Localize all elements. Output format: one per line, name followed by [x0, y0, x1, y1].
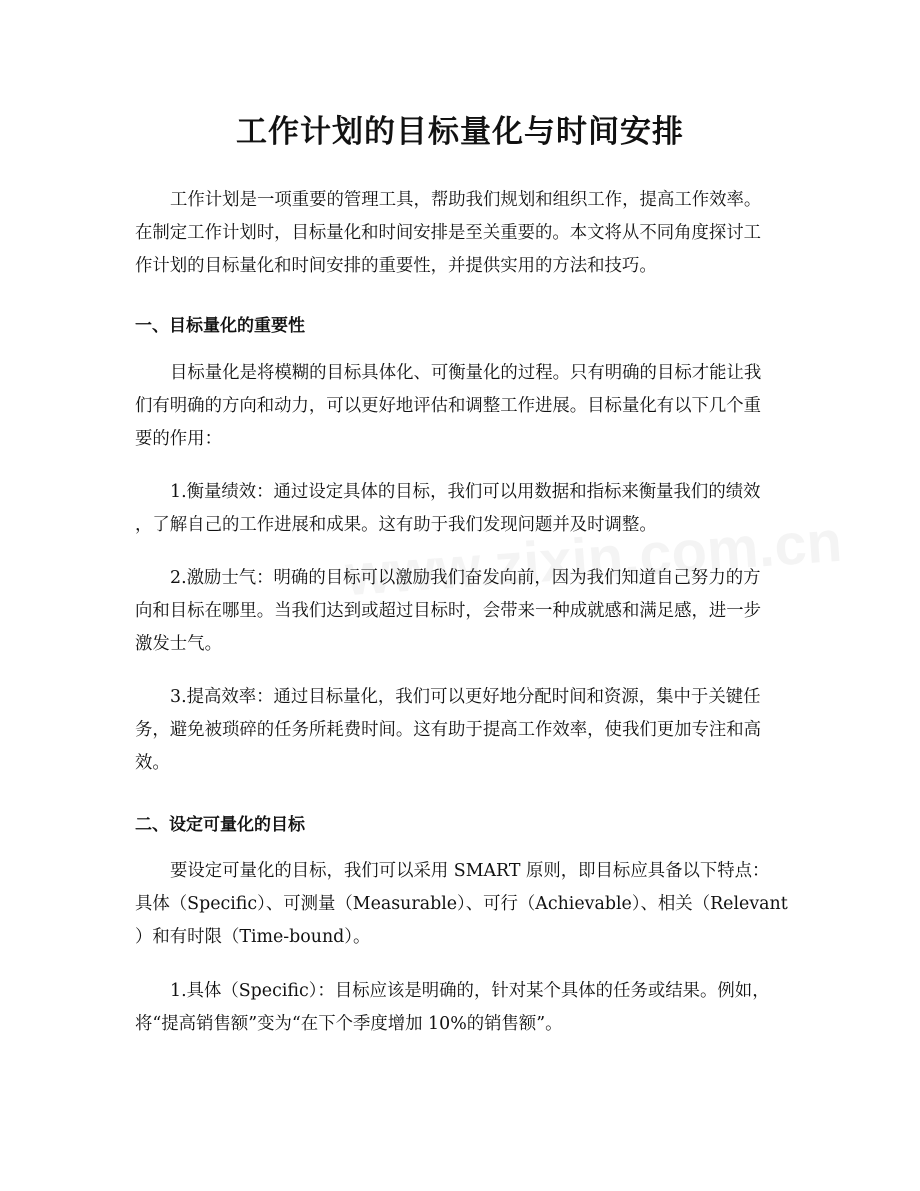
text-line: 作计划的目标量化和时间安排的重要性，并提供实用的方法和技巧。	[135, 256, 657, 276]
text-line: 工作计划是一项重要的管理工具，帮助我们规划和组织工作，提高工作效率。	[170, 190, 762, 210]
text-line: 激发士气。	[135, 634, 222, 654]
text-line: 具体（Specific）、可测量（Measurable）、可行（Achievable）、相关（Relevant	[135, 894, 788, 914]
text-line: 要的作用：	[135, 429, 222, 449]
text-line: ）和有时限（Time-bound）。	[135, 927, 371, 947]
text-line: 效。	[135, 753, 170, 773]
text-line: 1.衡量绩效：通过设定具体的目标，我们可以用数据和指标来衡量我们的绩效	[170, 482, 761, 502]
text-line: 3.提高效率：通过目标量化，我们可以更好地分配时间和资源，集中于关键任	[170, 687, 761, 707]
list-item	[135, 476, 785, 542]
list-item	[135, 562, 785, 661]
section-heading: 二、设定可量化的目标	[135, 815, 305, 835]
text-line: 1.具体（Specific）：目标应该是明确的，针对某个具体的任务或结果。例如，	[170, 981, 770, 1001]
text-line: 务，避免被琐碎的任务所耗费时间。这有助于提高工作效率，使我们更加专注和高	[135, 720, 762, 740]
section1-paragraph	[135, 357, 785, 456]
list-item	[135, 681, 785, 780]
section-heading: 一、目标量化的重要性	[135, 316, 305, 336]
text-line: 向和目标在哪里。当我们达到或超过目标时，会带来一种成就感和满足感，进一步	[135, 601, 762, 621]
text-line: 2.激励士气：明确的目标可以激励我们奋发向前，因为我们知道自己努力的方	[170, 568, 761, 588]
text-line: 们有明确的方向和动力，可以更好地评估和调整工作进展。目标量化有以下几个重	[135, 396, 762, 416]
text-line: 在制定工作计划时，目标量化和时间安排是至关重要的。本文将从不同角度探讨工	[135, 223, 762, 243]
intro-paragraph	[135, 184, 785, 283]
document-title: 工作计划的目标量化与时间安排	[236, 114, 684, 150]
text-line: 目标量化是将模糊的目标具体化、可衡量化的过程。只有明确的目标才能让我	[170, 363, 762, 383]
text-line: ，了解自己的工作进展和成果。这有助于我们发现问题并及时调整。	[135, 515, 657, 535]
text-line: 将“提高销售额”变为“在下个季度增加 10%的销售额”。	[135, 1014, 563, 1034]
list-item	[135, 975, 785, 1041]
text-line: 要设定可量化的目标，我们可以采用 SMART 原则，即目标应具备以下特点：	[170, 861, 770, 881]
section2-paragraph	[135, 855, 788, 954]
